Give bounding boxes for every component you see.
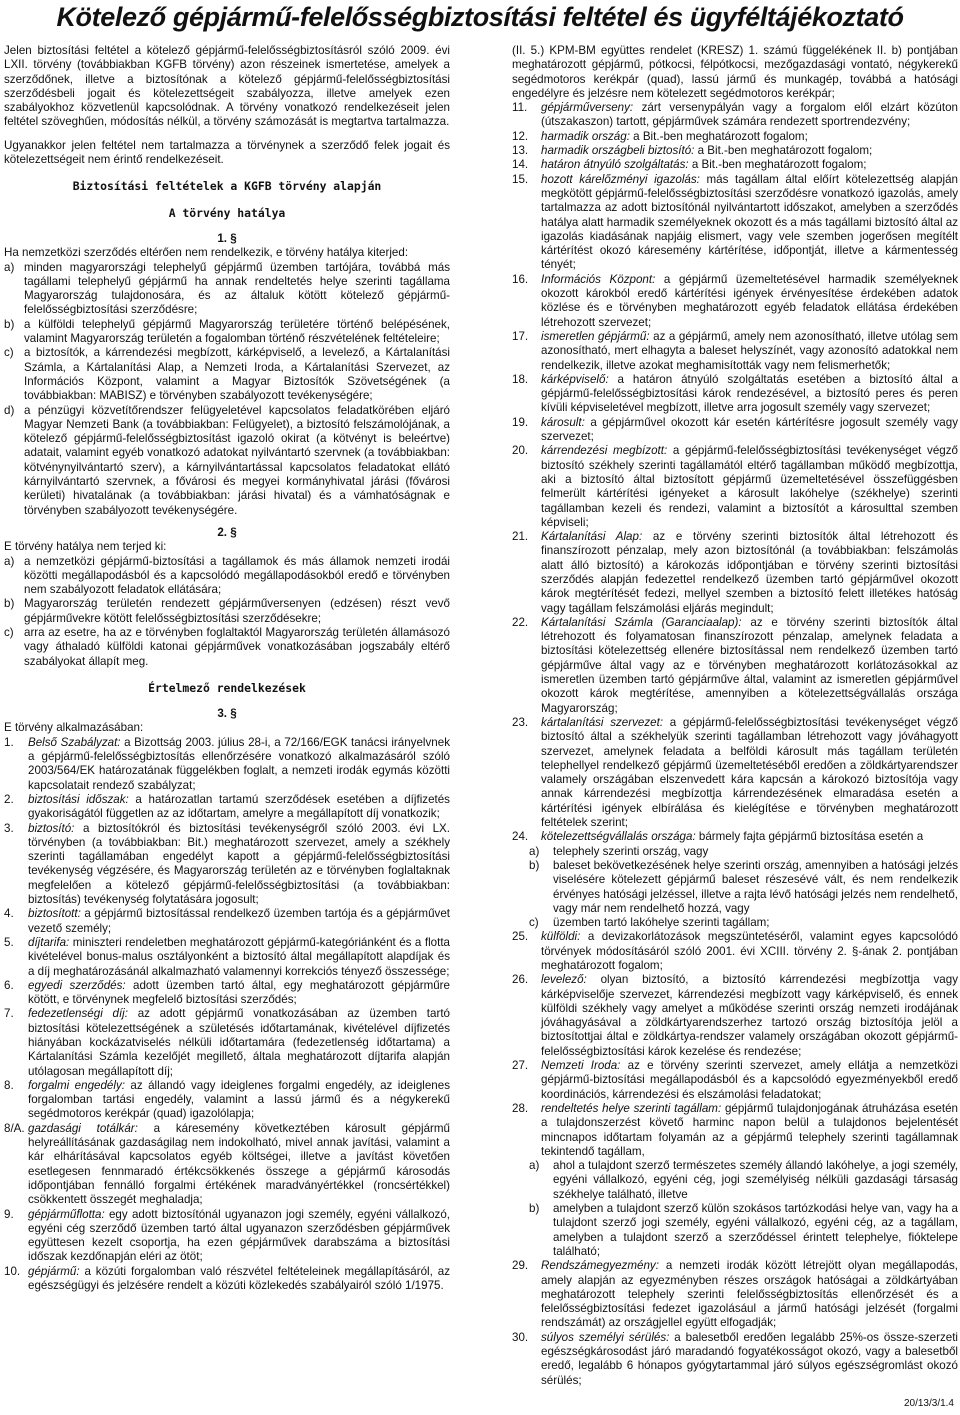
definition-item [512,444,958,530]
definition-number: 14. [512,158,529,172]
definition-item [512,373,958,416]
definition-term: Nemzeti Iroda: [541,1059,621,1073]
definition-text: a gépjármű biztosítással rendelkező üzemben tartója és a gépjárművet vezető személy; [28,907,450,935]
definition-item [512,716,958,830]
list-item [4,597,450,626]
definition-body [541,616,958,716]
list-item-text: a nemzetközi gépjármű-biztosítási a tagállamok és más államok nemzeti irodái közötti megállapodásból és a kapcsolódó megállapodásokból eredő e törvényben nem szabályozott feladatok ellátására; [24,554,450,597]
definition-text: a Bizottság 2003. július 28-i, a 72/166/EGK tanácsi irányelvnek a gépjármű-felelősségbiztosítás ellenőrzésére vonatkozó alkalmazásáról szóló 2003/564/EK határozatának függelékben foglalt, a nemzeti irodák egymás közötti kapcsolatait rendező szabályzat; [28,735,450,792]
list-item-text: a biztosítók, a kárrendezési megbízott, kárképviselő, a levelező, a Kártalanítási Számla, a Kártalanítási Alap, a Nemzeti Iroda, a Kártalanítási Szervezet, az Információs Központ, valamint a Magyar Biztosítók Szövetségének (a továbbiakban: MABISZ) e törvényben szabályozott tevékenységére; [24,346,450,403]
paragraph-3-intro: E törvény alkalmazásában: [4,721,144,735]
definition-item [512,830,958,844]
definition-body [28,1007,450,1078]
definition-text: egy adott biztosítónál ugyanazon jogi személy, egyéni vállalkozó, egyéni cég szerződő üzemben tartó által ugyanazon szerződésben gépjárművek együttesen kezelt csoportja, ha ezen gépjárművek darabszáma a biztosítási időszak kezdőnapján eléri az ötöt; [28,1207,450,1264]
definition-number: 13. [512,144,529,158]
definition-item [512,416,958,445]
definition-item [512,173,958,273]
list-item-text: arra az esetre, ha az e törvényben foglaltaktól Magyarország területén államásozó vagy áthaladó külföldi katonai gépjárművek vonatkozásában jogszabály eltérő szabályokat állapít meg. [24,625,450,668]
definition-body [541,1259,958,1330]
definition-body [28,979,450,1008]
definition-term: határon átnyúló szolgáltatás: [541,158,689,172]
list-item [529,1202,958,1259]
definition-item [4,1265,450,1294]
definition-number: 25. [512,930,529,944]
list-item-text: a pénzügyi közvetítőrendszer felügyeletével kapcsolatos feladatkörében eljáró Magyar Nemzeti Bank (a továbbiakban: Felügyelet), a biztosító felszámolójának, a kötelező gépjármű-felelősségbiztosítást igazoló okirat (a kötvényt is beleértve) adatait, valamint egyéb vonatkozó adatokat nyilvántartó szervnek (a továbbiakban: kötvénynyilvántartó szerv), a kárnyilvántartással kapcsolatos feladatokat ellátó kárnyilvántartó szervnek, a fővárosi és megyei kormányhivatal járási (fővárosi kerületi) hivatalának (a továbbiakban: járási hivatal) és a vámhatóságnak e törvényben szabályozott tevékenységére. [24,403,450,517]
definition-term: gépjárműverseny: [541,101,634,115]
list-item-label: b) [529,1202,540,1216]
definition-item [512,1259,958,1330]
definition-text: adott üzemben tartó által, egy meghatározott gépjárműre kötött, e törvénynek megfelelő biztosítási szerződés; [28,978,450,1007]
definition-number: 28. [512,1101,529,1115]
definition-body [28,1122,450,1208]
list-item-label: d) [4,403,15,417]
definition-number: 30. [512,1330,529,1344]
list-item-label: c) [4,346,14,360]
definition-term: harmadik országbeli biztosító: [541,144,695,158]
definition-term: súlyos személyi sérülés: [541,1330,670,1344]
scope-note-paragraph: Ugyanakkor jelen feltétel nem tartalmazza a törvénynek a szerződő felek jogait és kötelezettségeit nem érintő rendelkezéseit. [4,138,450,167]
list-item-label: c) [4,625,14,639]
definition-item [4,907,450,936]
definition-item [4,793,450,822]
definitions-list-left [4,736,450,1294]
definition-term: gazdasági totálkár: [28,1121,138,1135]
definition-item [512,144,958,158]
definitions-list-right-2 [512,930,958,1159]
definition-item [512,1059,958,1102]
definition-body [541,144,958,158]
definition-term: biztosítási időszak: [28,792,129,806]
definition-number: 29. [512,1259,529,1273]
definition-28-sublist [512,1159,958,1259]
definition-term: gépjárműflotta: [28,1207,105,1221]
list-item-label: c) [529,916,539,930]
definition-text: az e törvény szerinti szervezet, amely ellátja a nemzetközi gépjármű-biztosítási megállapodásból és a kapcsolódó egyezményekből eredő koordinációs, kárrendezési és elszámolási feladatokat; [541,1059,959,1101]
definition-body [541,530,958,616]
definition-text: a biztosítókról és biztosítási tevékenységről szóló 2003. évi LX. törvényben (a továbbiakban: Bit.) meghatározott szervezet, amely a székhely szerinti tagállamában engedélyt kapott a gépjármű-felelősségbiztosítási tevékenység végzésére, és Magyarország területén az e törvényben foglaltaknak megfelelően a kötelező gépjármű-felelősségbiztosítási (a továbbiakban: biztosítás) tevékenység folytatására jogosult; [28,821,450,907]
definition-body [28,936,450,979]
definition-item [4,1079,450,1122]
intro-paragraph: Jelen biztosítási feltétel a kötelező gépjármű-felelősségbiztosításról szóló 2009. évi LXII. törvény (továbbiakban KGFB törvény) azon részeinek ismertetése, amelyek a szerződőnek, illetve a biztosítónak a kötelező gépjármű-felelősségbiztosítási szerződésbeli jogait és kötelezettségeit szabályozza, illetve amelyek ezen szabályokhoz közvetlenül kapcsolódnak. A törvény vonatkozó rendelkezéseit jelen feltétel szöveghűen, módosítás nélkül, a törvény számozását is megtartva tartalmazza. [4,44,450,129]
definition-text: más tagállam által előírt kötelezettség alapján megkötött gépjármű-felelősségbiztosítási szerződésre vonatkozó igazolás, amely tartalmazza az adott biztosítónál nyilvántartott időszakot, amelyben a szerződés hatálya alatt harmadik személyeknek okozott és a más tagállami biztosító által az igazolás kiadásának napjáig elismert, vagy vele szemben jogerősen megítélt kártérítést okozó káresemény kártérítése, időpontját, illetve a kármentesség tényét; [541,172,958,272]
definition-term: rendeltetés helye szerinti tagállam: [541,1101,722,1115]
list-item-label: b) [4,317,15,331]
definition-body [541,416,958,445]
definition-term: Kártalanítási Számla (Garanciaalap): [541,615,742,629]
definition-number: 27. [512,1059,529,1073]
definition-number: 11. [512,101,528,115]
definition-number: 20. [512,444,529,458]
left-column [4,44,450,1293]
list-item-text: a külföldi telephelyű gépjármű Magyarország területére történő belépésének, valamint Magyarország területén a fogalomban történő részvételének feltételeire; [24,317,450,346]
list-item-label: a) [4,554,15,568]
definition-text: a Bit.-ben meghatározott fogalom; [694,144,873,158]
definition-item [4,736,450,793]
definition-term: kártalanítási szervezet: [541,715,664,729]
definition-number: 18. [512,372,529,386]
definition-term: forgalmi engedély: [28,1078,125,1092]
definition-text: miniszteri rendeletben meghatározott gépjármű-kategóriánként és a flotta kivételével bonus-malus osztályonként a biztosító által megállapított alapdíjak és a díj meghatározásánál alkalmazható valamennyi korrekciós tényező összessége; [28,935,450,978]
section-heading-scope: A törvény hatálya [168,205,286,220]
definition-10-continuation: (II. 5.) KPM-BM együttes rendelet (KRESZ) 1. számú függelékének II. b) pontjában meghatározott gépjármű, pótkocsi, félpótkocsi, mezőgazdasági vontató, négykerekű segédmotoros kerékpár (quad), lassú jármű és munkagép, továbbá a hatósági engedélyre és jelzésre nem kötelezett segédmotoros kerékpár; [512,44,958,100]
list-item-label: b) [529,858,540,872]
list-item-label: b) [4,597,15,611]
definition-text: az a gépjármű, amely nem azonosítható, illetve utólag sem azonosítható, mert elhagyta a baleset helyszínét, vagy azonosító adatokkal nem rendelkezik, illetve azokat meghamisították vagy nem felismerhetők; [541,329,958,372]
definition-text: az e törvény szerinti biztosítók által létrehozott és finanszírozott pénzalap, mely azon biztosítónál (a továbbiakban: felszámolás alatt álló biztosító) a károkozás időpontjában e törvény szerinti biztosítási szerződés alapján fedezettel rendelkező üzemben tartó gépjárművel okozott károk megtérítését fedezi, mellyel szemben a biztosító felett illetékes hatóság vagy tagállam felszámolási eljárás megindult; [541,530,958,615]
definition-body [541,830,958,844]
definition-term: díjtarifa: [28,935,70,949]
list-item [529,845,958,859]
definition-number: 1. [4,735,14,749]
definition-item [512,273,958,330]
definition-number: 7. [4,1007,14,1021]
definition-term: fedezetlenségi díj: [28,1007,128,1021]
definition-item [512,101,958,130]
list-item [4,555,450,598]
definition-text: az adott gépjármű vonatkozásában az üzemben tartó biztosítási kötelezettségének a születésés időtartamának, kivételével díjfizetés hiányában kockázatviselés nélküli időtartamára (fedezetlenség időtartama) a Kártalanítási Számla kezelőjét megillető, általa meghatározott díjtarifa alapján utólagosan megállapított díj; [28,1007,450,1078]
list-item [4,626,450,669]
definition-body [541,373,958,416]
definition-body [28,1265,450,1294]
definition-number: 24. [512,830,529,844]
definition-term: biztosító: [28,821,75,835]
page-code: 20/13/3/1.4 [903,1398,954,1409]
definition-text: a káresemény következtében károsult gépjármű helyreállításának gazdaságilag nem indokolható, mivel annak javítási, valamint a kár elhárításával kapcsolatos egyéb költségei, illetve a javítást követően esetlegesen fennmaradó értékcsökkenés összege a gépjármű károsodás időpontjában fennálló forgalmi értékének maradványértékkel (roncsértékkel) csökkentett összegét meghaladja; [28,1121,450,1207]
definition-body [541,173,958,273]
list-item [4,318,450,347]
definition-number: 15. [512,172,529,186]
definition-text: a gépjármű üzemeltetésével harmadik személyeknek okozott károkból eredő kártérítési igények érvényesítése érdekében adatok közlése és e törvényben meghatározott egyéb feladatok ellátása érdekében létrehozott szervezet; [541,272,958,329]
definition-body [28,736,450,793]
definition-number: 12. [512,129,529,143]
definition-number: 6. [4,978,14,992]
definition-term: levelező: [541,973,587,987]
list-item-text: Magyarország területén rendezett gépjárműversenyen (edzésen) részt vevő gépjárművekre kötött felelősségbiztosítási szerződésekre; [24,597,450,625]
definition-text: a határozatlan tartamú szerződések esetében a díjfizetés gyakoriságától független az az időtartam, amelyre a megállapított díj vonatkozik; [28,792,450,821]
definitions-list-right [512,101,958,844]
definition-body [541,158,958,172]
definition-number: 9. [4,1207,14,1221]
definition-text: olyan biztosító, a biztosító kárrendezési megbízottja vagy kárképviselője szervezet, kárrendezési megbízott vagy kárképviselő, és ennek külföldi székhely vagy amelyet a működése szerinti ország nemzeti irodájának jóváhagyásával a zöldkártyarendszerhez tartozó ország biztosítója jelöl a biztosítottjai által e zöldkártya-rendszer valamely országában okozott gépjármű-felelősségbiztosítási károk kezelése és rendezése; [541,973,958,1058]
section-heading-conditions: Biztosítási feltételek a KGFB törvény alapján [72,179,382,194]
definition-text: gépjármű tulajdonjogának átruházása esetén a tulajdonszerzést követő harminc napon belül a tulajdonos bejelentését mincnapos időtartam folyamán az a gépjármű telephely szerinti tagállamnak tekintendő tagállam, [541,1101,958,1158]
list-item [4,346,450,403]
definition-item [512,930,958,973]
definition-text: az állandó vagy ideiglenes forgalmi engedély, az ideiglenes forgalomban tartási engedély, valamint a lassú jármű és a négykerekű segédmotoros kerékpár (quad) igazolólapja; [28,1078,450,1121]
definition-body [541,273,958,330]
list-item [4,404,450,518]
definition-term: Belső Szabályzat: [28,735,121,749]
definition-item [512,973,958,1059]
definition-body [541,930,958,973]
definition-number: 3. [4,821,14,835]
definition-term: egyedi szerződés: [28,978,126,992]
definition-number: 22. [512,615,529,629]
definition-body [541,716,958,830]
paragraph-2-list [4,555,450,669]
definition-item [4,979,450,1008]
paragraph-1-list [4,261,450,518]
definition-body [541,1102,958,1159]
definition-text: zárt versenypályán vagy a forgalom elől elzárt közúton (útszakaszon) tartott, gépjárművek számára rendezett sportrendezvény; [541,101,958,129]
definition-number: 21. [512,530,529,544]
definition-number: 26. [512,973,529,987]
definition-body [28,907,450,936]
list-item-text: minden magyarországi telephelyű gépjármű üzemben tartójára, továbbá más tagállami telephelyű gépjármű ha annak rendeltetés helye szerinti tagállama Magyarország tulajdonosára, és az általuk kötött kötelező gépjármű-felelősségbiztosítási szerződésre; [24,260,450,317]
list-item [529,1159,958,1202]
definition-number: 8/A. [4,1121,25,1135]
list-item [529,916,958,930]
definition-text: a devizakorlátozások megszüntetéséről, valamint egyes kapcsolódó törvények módosításáról szóló 2001. évi XCIII. törvény 2. §-ának 2. pontjában meghatározott fogalom; [541,930,958,972]
definition-body [541,1331,958,1388]
paragraph-2-number: 2. § [217,525,237,539]
definition-body [28,822,450,908]
list-item-text: ahol a tulajdont szerző természetes személy állandó lakóhelye, a jogi személy, egyéni vállalkozó, egyéni cég, jogi személyiség nélküli gazdasági társaság székhelye található, illetve [553,1159,958,1201]
paragraph-2-intro: E törvény hatálya nem terjed ki: [4,540,167,554]
definition-number: 5. [4,935,14,949]
definition-text: a határon átnyúló szolgáltatás esetében a biztosító által a gépjármű-felelősségbiztosítási károk rendezésével, a biztosító peres és peren kívüli képviseletével megbízott, illetve arra jogosult személy vagy szervezet; [541,372,958,415]
list-item-text: baleset bekövetkezésének helye szerinti ország, amennyiben a hatósági jelzés viselésére kötelezett gépjármű baleset részesévé vált, és nem rendelkezik érvényes hatósági jelzéssel, illetve a rajta lévő hatósági jelzés nem rendelhető, vagy már nem rendelhető hozzá, vagy [553,858,958,915]
definition-body [28,793,450,822]
definition-number: 8. [4,1078,14,1092]
definition-number: 10. [4,1264,21,1278]
definition-term: harmadik ország: [541,129,630,143]
page-title: Kötelező gépjármű-felelősségbiztosítási feltétel és ügyféltájékoztató [56,2,904,32]
list-item [529,859,958,916]
paragraph-1-number: 1. § [217,231,237,245]
definition-body [541,444,958,530]
definition-text: a gépjárművel okozott kár esetén kártérítésre jogosult személy vagy szervezet; [541,415,958,444]
definition-term: kárrendezési megbízott: [541,444,668,458]
definition-term: biztosított: [28,907,81,921]
definition-term: gépjármű: [28,1264,80,1278]
definition-term: külföldi: [541,930,581,944]
list-item [4,261,450,318]
definition-item [512,158,958,172]
definition-item [4,936,450,979]
right-column [512,44,958,1388]
definition-number: 19. [512,415,529,429]
definition-body [28,1079,450,1122]
definition-item [4,1007,450,1078]
definition-body [541,973,958,1059]
definition-number: 2. [4,792,14,806]
definition-text: az e törvény szerinti biztosítók által létrehozott és folyamatosan finanszírozott pénzalap, amelynek feladata a biztosítási kötelezettség ellenére biztosítással nem rendelkező üzemben tartó gépjárműve által vagy az e törvényben meghatározott korlátozásokkal az ismeretlen üzemben tartó gépjárműve által, valamint az ismeretlen gépjárművel okozott károk megtérítése, amennyiben a kötelezettségvállalás országa Magyarország; [541,615,958,715]
paragraph-3-number: 3. § [217,707,237,721]
definition-item [512,330,958,373]
definition-term: hozott kárelőzményi igazolás: [541,172,700,186]
definition-item [512,530,958,616]
definition-text: bármely fajta gépjármű biztosítása esetén a [695,830,924,844]
definition-term: ismeretlen gépjármű: [541,329,650,343]
definition-item [4,1122,450,1208]
definition-term: Kártalanítási Alap: [541,530,643,544]
definition-body [541,330,958,373]
definition-item [4,1208,450,1265]
paragraph-1-intro: Ha nemzetközi szerződés eltérően nem rendelkezik, e törvény hatálya kiterjed: [4,246,409,260]
definition-term: Rendszámegyezmény: [541,1259,659,1273]
definition-body [541,101,958,130]
definition-item [4,822,450,908]
list-item-text: amelyben a tulajdont szerző külön szokásos tartózkodási helye van, vagy ha a tulajdont szerző jogi személy, egyéni vállalkozó, egyéni cég, az a tagállam, amelyben a tulajdont szerző a szerződéssel érintett telephelye, fióktelepe található; [553,1202,958,1258]
section-heading-definitions: Értelmező rendelkezések [148,680,306,695]
definition-text: a gépjármű-felelősségbiztosítási tevékenységet végző biztosító székhely szerinti tagállamától eltérő tagállamban működő megbízottja, aki a biztosító által biztosított gépjármű üzemeltetésével összefüggésben felmerült kártérítési igényeket a károsult lakóhelye (székhelye) szerinti tagállamban kezeli és rendezi, valamint a biztosítót a károsulttal szemben képviseli; [541,444,958,529]
definition-term: károsult: [541,415,585,429]
definition-item [512,616,958,716]
definition-number: 16. [512,272,529,286]
list-item-label: a) [529,1159,540,1173]
definition-number: 17. [512,329,529,343]
list-item-text: üzemben tartó lakóhelye szerinti tagállam; [553,916,770,930]
definitions-list-right-3 [512,1259,958,1388]
definition-item [512,1331,958,1388]
definition-number: 23. [512,715,529,729]
list-item-text: telephely szerinti ország, vagy [553,844,709,858]
list-item-label: a) [529,844,540,858]
definition-text: a gépjármű-felelősségbiztosítási tevékenységet végző biztosító által a székhelyük szerinti tagállamban létrehozott vagy jóváhagyott szervezet, amelynek feladata a belföldi károsult más tagállam területén telephellyel rendelkező gépjármű üzemeltetéséből eredően a zöldkártyarendszer valamely országában elszenvedett kára kapcsán a károkozó biztosítója vagy annak kárrendezési megbízottja kárrendezésének elmaradása esetén a kártérítési igények elbírálása és kielégítése e törvényben meghatározott feltételek szerint; [541,715,958,830]
definition-text: a Bit.-ben meghatározott fogalom; [688,158,867,172]
list-item-label: a) [4,260,15,274]
definition-24-sublist [512,845,958,931]
definition-body [28,1208,450,1265]
definition-text: a nemzeti irodák között létrejött olyan megállapodás, amely alapján az egyezményben részes országok hatóságai a zöldkártyában meghatározott telephely szerinti felelősségbiztosítás ellenőrzését és a felelősségbiztosítási fedezet igazolásául a jármű hatósági jelzését (forgalmi rendszámát) az országjellel együtt elfogadják; [541,1259,958,1330]
definition-body [541,130,958,144]
definition-text: a Bit.-ben meghatározott fogalom; [629,129,808,143]
definition-number: 4. [4,907,14,921]
definition-term: kárképviselő: [541,372,609,386]
definition-body [541,1059,958,1102]
definition-term: Információs Központ: [541,272,656,286]
definition-text: a balesetből eredően legalább 25%-os össze-szerzeti egészségkárosodást járó maradandó fogyatékosságot okozó, vagy a balesetből eredő, legalább 6 hónapos gyógytartammal járó súlyos egészségromlást okozó sérülés; [541,1330,958,1387]
definition-text: a közúti forgalomban való részvétel feltételeinek megállapításáról, az egészségügyi és jelzésére rendelt a közúti közlekedés szabályairól szóló 1/1975. [28,1264,450,1293]
definition-term: kötelezettségvállalás országa: [541,830,696,844]
definition-item [512,130,958,144]
definition-item [512,1102,958,1159]
